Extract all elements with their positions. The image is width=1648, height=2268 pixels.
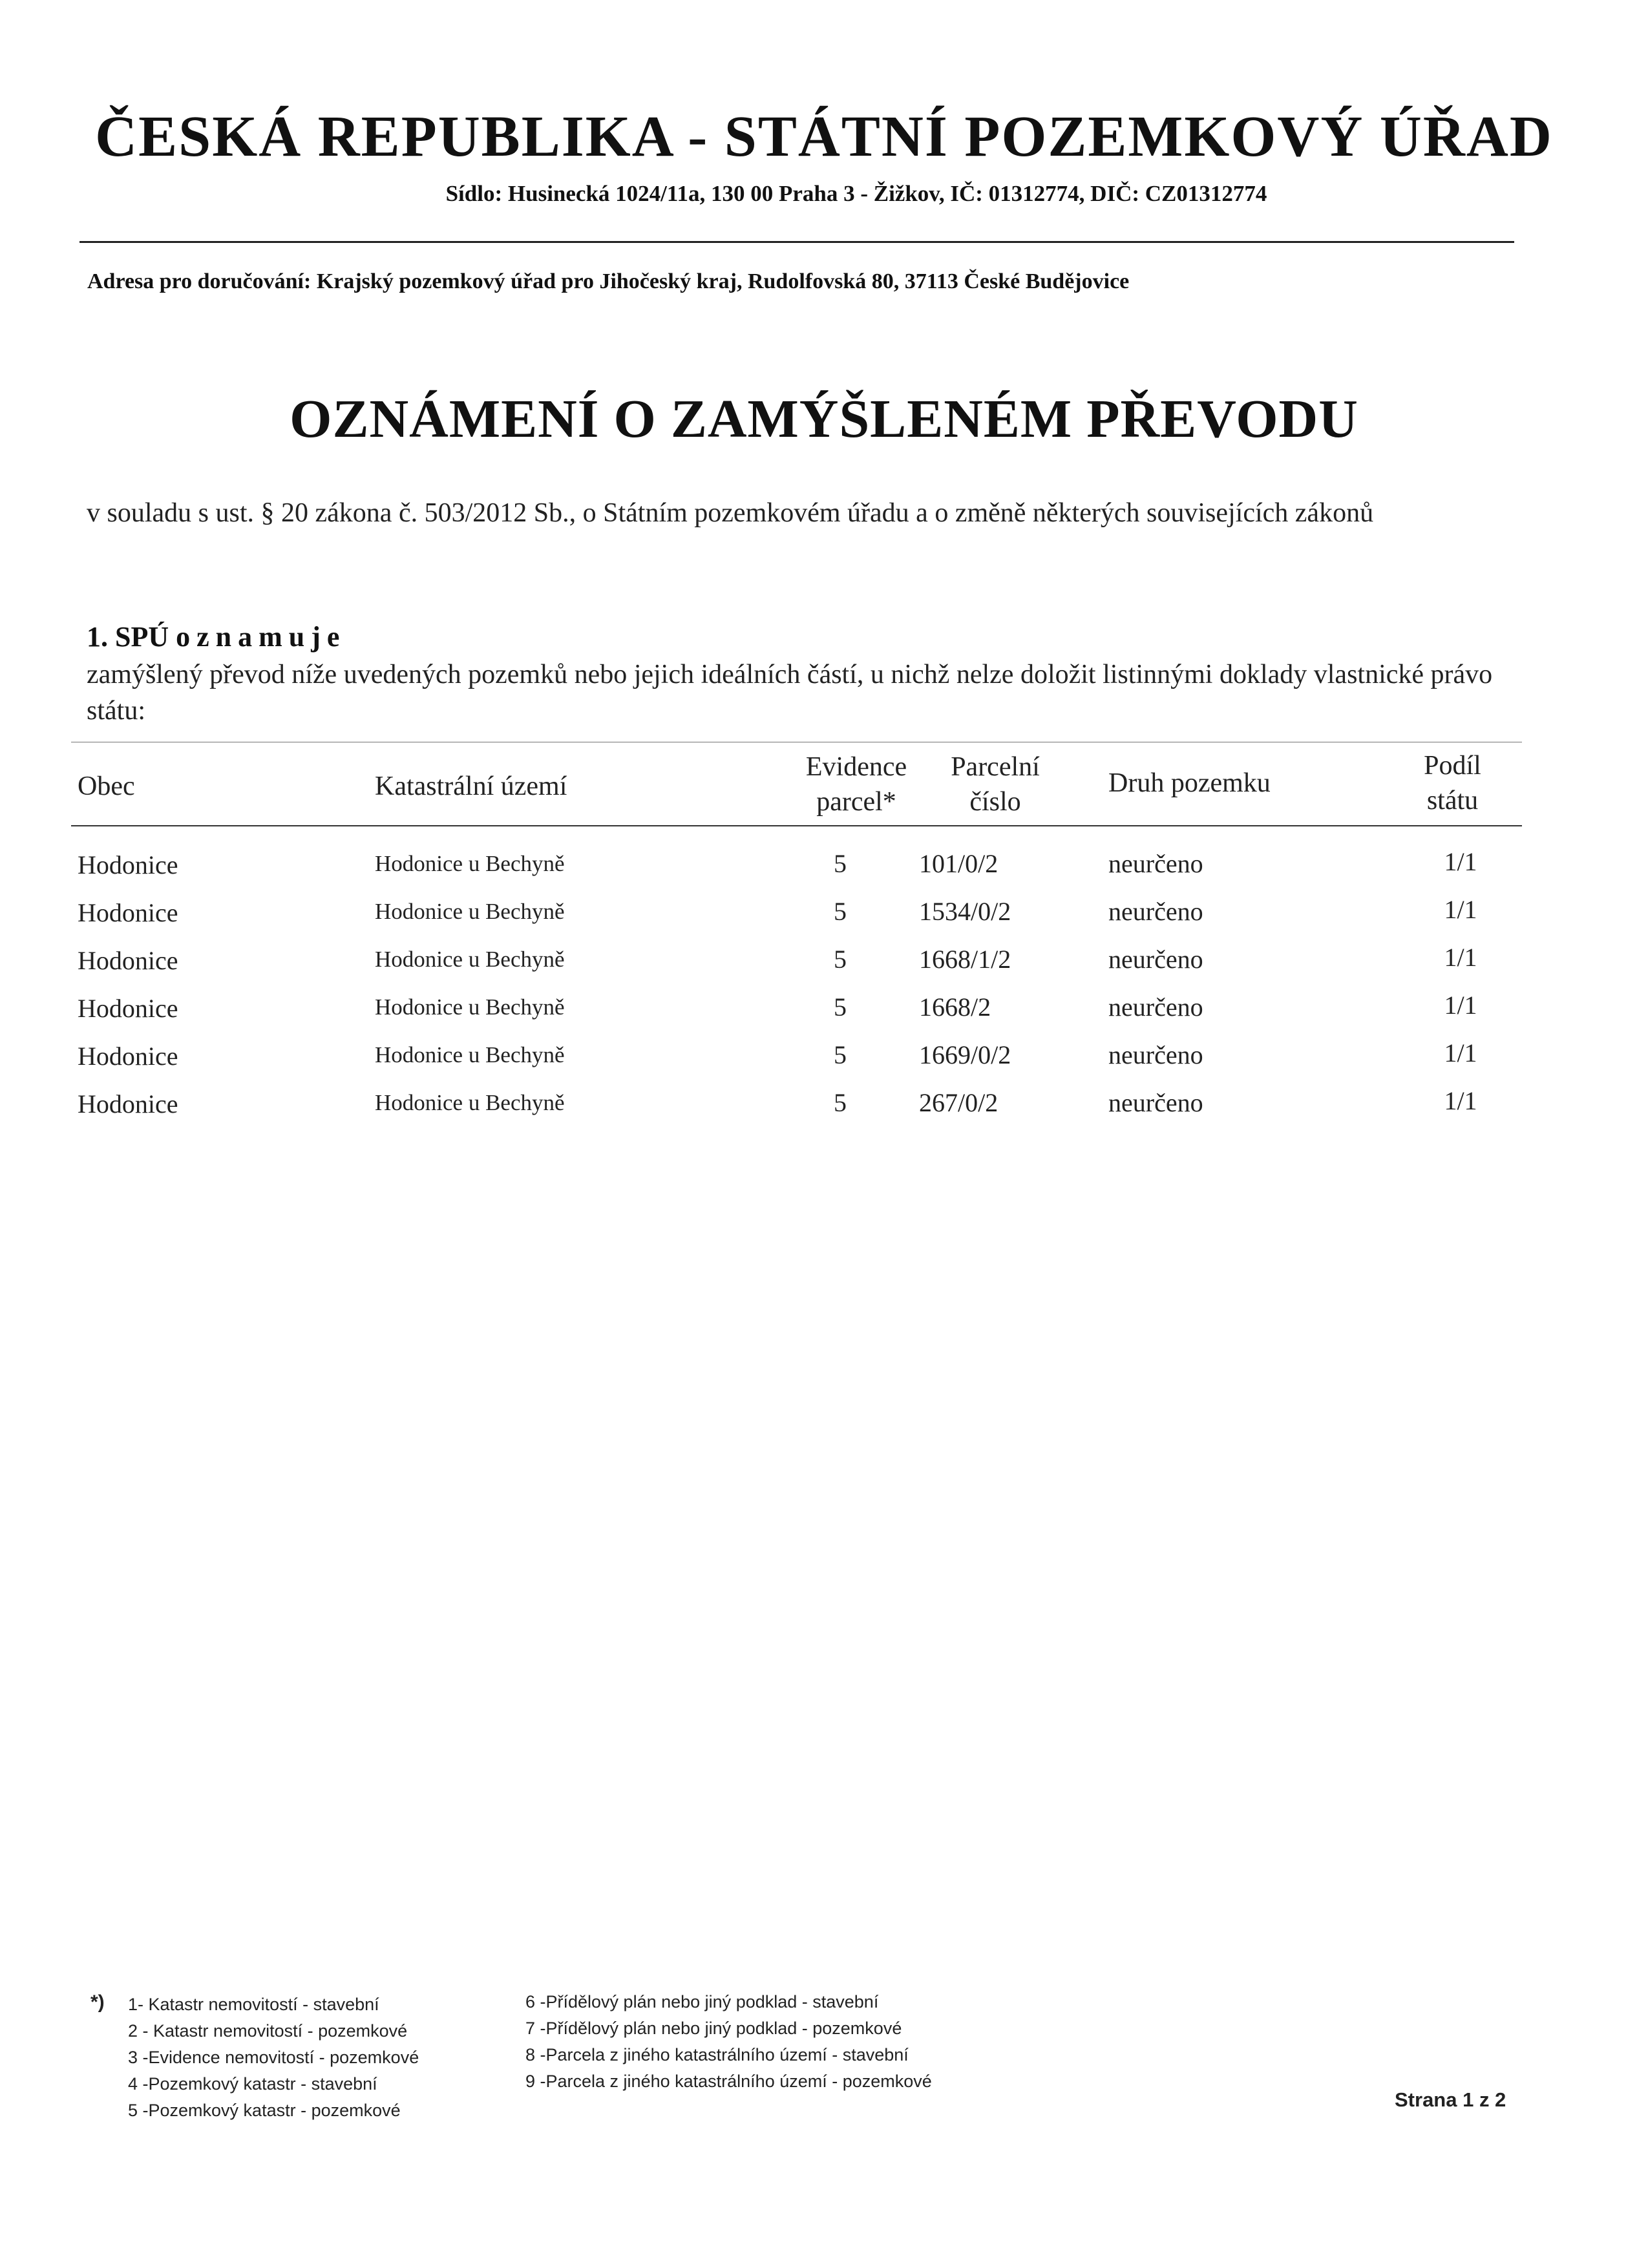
cell-evidence: 5 bbox=[834, 1088, 847, 1117]
delivery-address: Adresa pro doručování: Krajský pozemkový úřad pro Jihočeský kraj, Rudolfovská 80, 37113 České Budějovice bbox=[87, 269, 1130, 293]
cell-podil: 1/1 bbox=[1444, 943, 1477, 972]
footnote-legend-right bbox=[525, 1989, 932, 2095]
cell-parcelni-cislo: 1668/1/2 bbox=[919, 945, 1011, 974]
footnote-legend-left bbox=[128, 1991, 419, 2124]
legend-item: 8 -Parcela z jiného katastrálního území - stavební bbox=[525, 2045, 909, 2064]
table-header-rule bbox=[71, 825, 1522, 826]
cell-katastralni-uzemi: Hodonice u Bechyně bbox=[375, 851, 565, 876]
cell-parcelni-cislo: 267/0/2 bbox=[919, 1088, 998, 1117]
cell-parcelni-cislo: 1668/2 bbox=[919, 992, 991, 1022]
cell-druh-pozemku: neurčeno bbox=[1108, 897, 1203, 926]
legend-item: 2 - Katastr nemovitostí - pozemkové bbox=[128, 2021, 408, 2041]
cell-druh-pozemku: neurčeno bbox=[1108, 849, 1203, 878]
header-evidence-line1: Evidence bbox=[805, 752, 907, 782]
cell-druh-pozemku: neurčeno bbox=[1108, 945, 1203, 974]
cell-evidence: 5 bbox=[834, 945, 847, 974]
cell-evidence: 5 bbox=[834, 992, 847, 1022]
cell-parcelni-cislo: 1669/0/2 bbox=[919, 1040, 1011, 1069]
cell-katastralni-uzemi: Hodonice u Bechyně bbox=[375, 1090, 565, 1115]
cell-podil: 1/1 bbox=[1444, 1038, 1477, 1067]
document-subtitle: v souladu s ust. § 20 zákona č. 503/2012 Sb., o Státním pozemkovém úřadu a o změně některých souvisejících zákonů bbox=[87, 498, 1374, 528]
cell-katastralni-uzemi: Hodonice u Bechyně bbox=[375, 947, 565, 972]
header-parcelni-line1: Parcelní bbox=[951, 752, 1040, 782]
legend-item: 6 -Přídělový plán nebo jiný podklad - stavební bbox=[525, 1992, 879, 2011]
section-heading bbox=[87, 620, 346, 653]
header-parcelni-line2: číslo bbox=[969, 787, 1021, 817]
header-obec: Obec bbox=[78, 772, 135, 801]
cell-katastralni-uzemi: Hodonice u Bechyně bbox=[375, 899, 565, 924]
cell-evidence: 5 bbox=[834, 849, 847, 878]
cell-obec: Hodonice bbox=[78, 850, 178, 879]
section-text: zamýšlený převod níže uvedených pozemků nebo jejich ideálních částí, u nichž nelze doložit listinnými doklady vlastnické právo státu: bbox=[87, 660, 1493, 726]
header-evidence-line2: parcel* bbox=[816, 787, 896, 817]
cell-druh-pozemku: neurčeno bbox=[1108, 1088, 1203, 1117]
cell-katastralni-uzemi: Hodonice u Bechyně bbox=[375, 1042, 565, 1067]
header-podil-statu bbox=[1396, 748, 1509, 818]
cell-druh-pozemku: neurčeno bbox=[1108, 992, 1203, 1022]
cell-evidence: 5 bbox=[834, 1040, 847, 1069]
cell-evidence: 5 bbox=[834, 897, 847, 926]
cell-podil: 1/1 bbox=[1444, 847, 1477, 876]
section-verb: oznamuje bbox=[176, 621, 346, 653]
cell-obec: Hodonice bbox=[78, 1042, 178, 1071]
legend-item: 1- Katastr nemovitostí - stavební bbox=[128, 1995, 379, 2014]
cell-katastralni-uzemi: Hodonice u Bechyně bbox=[375, 994, 565, 1020]
cell-podil: 1/1 bbox=[1444, 1086, 1477, 1115]
cell-druh-pozemku: neurčeno bbox=[1108, 1040, 1203, 1069]
legend-item: 5 -Pozemkový katastr - pozemkové bbox=[128, 2101, 401, 2120]
cell-parcelni-cislo: 101/0/2 bbox=[919, 849, 998, 878]
header-divider bbox=[79, 241, 1514, 243]
cell-obec: Hodonice bbox=[78, 1089, 178, 1118]
cell-parcelni-cislo: 1534/0/2 bbox=[919, 897, 1011, 926]
legend-item: 7 -Přídělový plán nebo jiný podklad - pozemkové bbox=[525, 2019, 902, 2038]
header-podil-line2: státu bbox=[1426, 786, 1479, 815]
section-number: 1. bbox=[87, 621, 108, 653]
cell-obec: Hodonice bbox=[78, 898, 178, 927]
legend-item: 3 -Evidence nemovitostí - pozemkové bbox=[128, 2048, 419, 2067]
header-podil-line1: Podíl bbox=[1424, 751, 1481, 781]
header-seat: Sídlo: Husinecká 1024/11a, 130 00 Praha 3 - Žižkov, IČ: 01312774, DIČ: CZ01312774 bbox=[445, 181, 1267, 206]
footnote-marker: *) bbox=[90, 1991, 105, 2013]
header-parcelni-cislo bbox=[931, 750, 1060, 819]
header-katastralni-uzemi: Katastrální území bbox=[375, 772, 567, 801]
page-number: Strana 1 z 2 bbox=[1395, 2088, 1506, 2111]
legend-item: 9 -Parcela z jiného katastrálního území - pozemkové bbox=[525, 2072, 932, 2091]
header-title: ČESKÁ REPUBLIKA - STÁTNÍ POZEMKOVÝ ÚŘAD bbox=[95, 105, 1553, 169]
cell-obec: Hodonice bbox=[78, 994, 178, 1023]
cell-obec: Hodonice bbox=[78, 946, 178, 975]
cell-podil: 1/1 bbox=[1444, 895, 1477, 924]
document-title: OZNÁMENÍ O ZAMÝŠLENÉM PŘEVODU bbox=[290, 389, 1358, 449]
header-evidence-parcel bbox=[792, 750, 921, 819]
header-druh-pozemku: Druh pozemku bbox=[1108, 768, 1271, 798]
legend-item: 4 -Pozemkový katastr - stavební bbox=[128, 2074, 377, 2094]
cell-podil: 1/1 bbox=[1444, 991, 1477, 1020]
section-agency: SPÚ bbox=[115, 621, 169, 653]
